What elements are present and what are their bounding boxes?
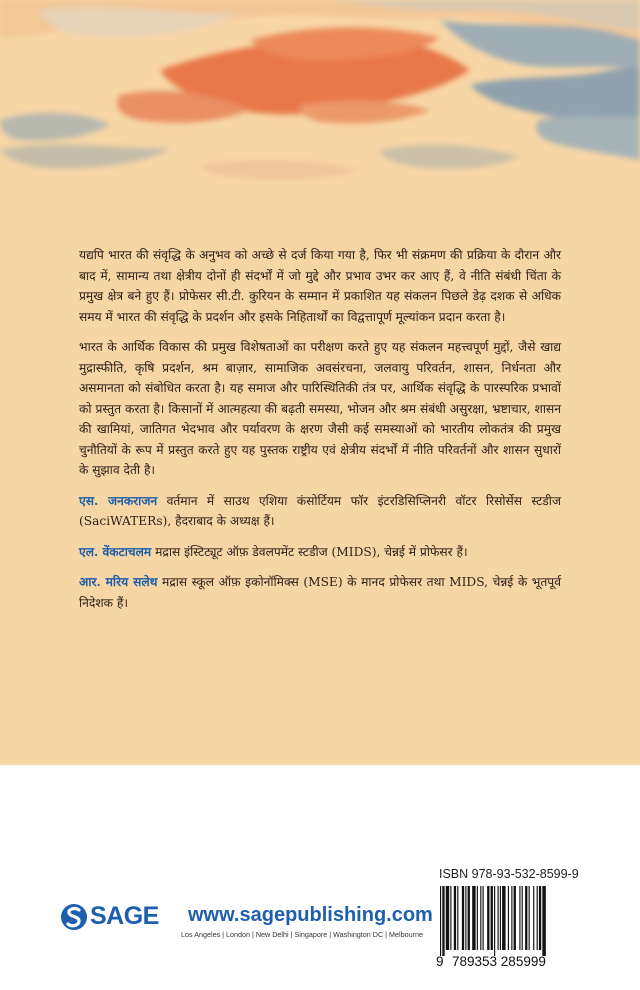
barcode-bar: [519, 886, 520, 950]
barcode-digit-groups: 789353 285999: [452, 954, 546, 969]
barcode-bar: [539, 886, 541, 950]
author-bio: [79, 542, 561, 563]
author-name: एस. जनकराजन: [79, 493, 158, 508]
barcode-bar: [477, 886, 478, 950]
sage-emblem-icon: [60, 902, 88, 932]
author-bio-text: मद्रास स्कूल ऑफ़ इकोनॉमिक्स (MSE) के मानद प्रोफेसर तथा MIDS, चेन्नई के भूतपूर्व निदेशक हैं।: [79, 575, 561, 610]
barcode-bar: [498, 886, 499, 950]
barcode-bar: [500, 886, 501, 950]
description-paragraph: यद्यपि भारत की संवृद्धि के अनुभव को अच्छे से दर्ज किया गया है, फिर भी संक्रमण की प्रक्रिया के दौरान और बाद में, सामान्य तथा क्षेत्रीय दोनों ही संदर्भों में जो मुद्दे और प्रभाव उभर कर आए हैं, वे नीति संबंधी चिंता के प्रमुख क्षेत्र बने हुए हैं। प्रोफेसर सी.टी. कुरियन के सम्मान में प्रकाशित यह संकलन पिछले डेढ़ दशक से अधिक समय में भारत की संवृद्धि के प्रदर्शन और इसके निहितार्थों का विद्वत्तापूर्ण मूल्यांकन प्रदान करता है।: [79, 248, 561, 324]
description-paragraph: भारत के आर्थिक विकास की प्रमुख विशेषताओं का परीक्षण करते हुए यह संकलन महत्त्वपूर्ण मुद्दों, जैसे खाद्य मुद्रास्फीति, कृषि प्रदर्शन, श्रम बाज़ार, सामाजिक अवसंरचना, जलवायु परिवर्तन, शासन, निर्धनता और असमानता को संबोधित करता है। यह समाज और पारिस्थितिकी तंत्र पर, आर्थिक संवृद्धि के पारस्परिक प्रभावों को प्रस्तुत करता है। किसानों में आत्महत्या की बढ़ती समस्या, भोजन और श्रम संबंधी असुरक्षा, भ्रष्टाचार, शासन की खामियां, जातिगत भेदभाव और पर्यावरण के क्षरण जैसी कई समस्याओं को भारतीय लोकतंत्र की प्रमुख चुनौतियों के रूप में प्रस्तुत करते हुए यह पुस्तक राष्ट्रीय एवं क्षेत्रीय संदर्भों में नीति परिवर्तनों और शासन सुधारों के सुझाव देती है।: [79, 340, 561, 477]
author-bio: [79, 572, 561, 613]
barcode-bar: [440, 886, 441, 956]
barcode-bar: [542, 886, 545, 956]
author-bio-text: वर्तमान में साउथ एशिया कंसोर्टियम फॉर इंटरडिसिप्लिनरी वॉटर रिसोर्सेस स्टडीज (SaciWATERs), हैदराबाद के अध्यक्ष हैं।: [79, 493, 562, 528]
author-bio: [79, 491, 561, 532]
barcode-bar: [511, 886, 512, 950]
barcode-first-digit: 9: [436, 954, 444, 969]
barcode-bar: [454, 886, 456, 950]
barcode-bar: [468, 886, 470, 950]
barcode-bar: [491, 886, 493, 950]
barcode-bar: [442, 886, 444, 956]
barcode-bar: [465, 886, 466, 950]
barcode-bar: [480, 886, 481, 950]
barcode-bar: [508, 886, 509, 950]
barcode-bar: [533, 886, 534, 950]
barcode-bar: [450, 886, 451, 950]
barcode-bar: [525, 886, 527, 950]
barcode-bar: [457, 886, 458, 950]
barcode-bars: [436, 884, 595, 956]
barcode-bar: [487, 886, 489, 950]
description-text: [79, 245, 561, 623]
isbn-barcode: [436, 884, 595, 956]
author-name: आर. मरिय सलेथ: [79, 575, 158, 589]
author-bio-text: मद्रास इंस्टिट्यूट ऑफ़ डेवलपमेंट स्टडीज (MIDS), चेन्नई में प्रोफेसर हैं।: [155, 544, 468, 559]
barcode-bar: [483, 886, 484, 950]
author-name: एल. वेंकटाचलम: [79, 544, 152, 559]
publisher-cities: Los Angeles | London | New Delhi | Singapore | Washington DC | Melbourne: [181, 930, 424, 939]
barcode-number: [436, 954, 606, 969]
barcode-bar: [446, 886, 449, 950]
sage-wordmark: SAGE: [90, 902, 159, 930]
barcode-bar: [522, 886, 523, 950]
barcode-bar: [537, 886, 538, 950]
barcode-bar: [494, 886, 495, 956]
publisher-logo: [60, 900, 433, 948]
isbn-label: ISBN 978-93-532-8599-9: [439, 867, 579, 881]
brushstroke-artwork: [0, 0, 640, 260]
barcode-bar: [514, 886, 516, 950]
barcode-bar: [462, 886, 464, 950]
barcode-bar: [472, 886, 475, 950]
barcode-bar: [529, 886, 530, 950]
barcode-bar: [502, 886, 505, 950]
publisher-website[interactable]: www.sagepublishing.com: [188, 904, 433, 926]
